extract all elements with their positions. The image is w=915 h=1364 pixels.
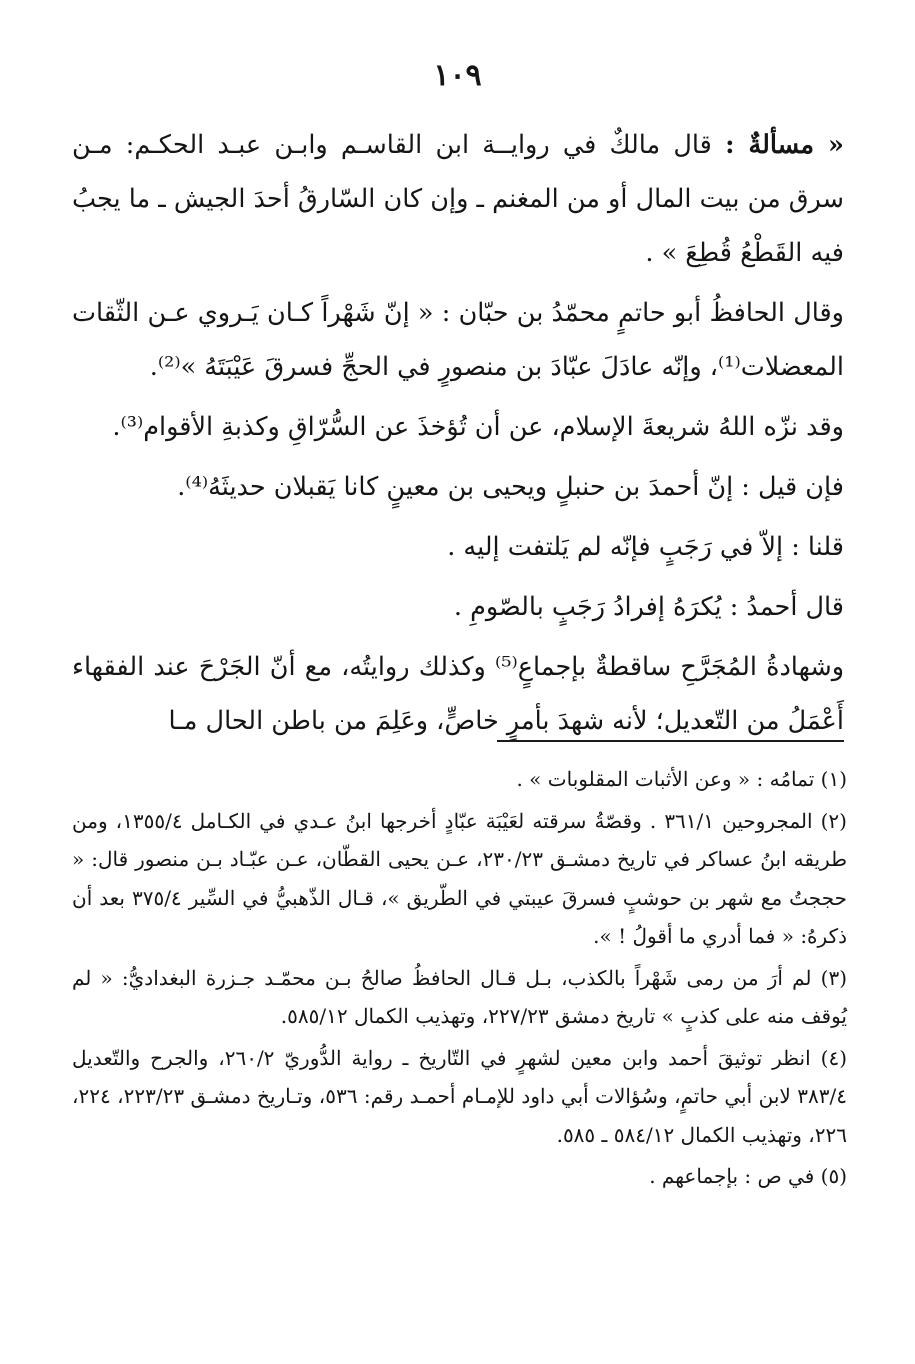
footnote-2: (٢) المجروحين ٣٦١/١ . وقصّةُ سرقته لعَيْبَة عبّادٍ أخرجها ابنُ عـدي في الكـامل ١٣٥٥/٤، ومن طريقه ابنُ عساكر في تاريخ دمشـق ٢٣٠/٢٣، عـن يحيى القطّان، عـن عبّـاد بـن منصور قال: « حججتُ مع شهر بن حوشبٍ فسرقَ عيبتي في الطّريق »، قـال الذّهبيُّ في السِّير ٣٧٥/٤ بعد أن ذكرهُ: « فما أدري ما أقولُ ! ». bbox=[72, 808, 847, 948]
footnotes bbox=[72, 760, 847, 1199]
footnote-1: (١) تمامُه : « وعن الأثبات المقلوبات » . bbox=[516, 767, 847, 791]
paragraph-3: وقد نزّه اللهُ شريعةَ الإسلام، عن أن تُؤخذَ عن السُّرّاقِ وكذبةِ الأقوام⁽³⁾. bbox=[112, 412, 844, 442]
page-number: ١٠٩ bbox=[433, 58, 482, 93]
main-text bbox=[72, 118, 844, 754]
paragraph-1 bbox=[72, 118, 844, 280]
footnote-3: (٣) لم أرَ من رمى شَهْراً بالكذب، بـل قـال الحافظُ صالحُ بـن محمّـد جـزرة البغداديُّ: « لم يُوقف منه على كذبٍ » تاريخ دمشق ٢٢٧/٢٣، وتهذيب الكمال ٥٨٥/١٢. bbox=[72, 965, 847, 1028]
footnote-4: (٤) انظر توثيقَ أحمد وابن معين لشهرٍ في التّاريخ ـ رواية الدُّوريّ ٢٦٠/٢، والجرح والتّعديل ٣٨٣/٤ لابن أبي حاتمٍ، وسُؤالات أبي داود للإمـام أحمـد رقم: ٥٣٦، وتـاريخ دمشـق ٢٢٣/٢٣، ٢٢٤، ٢٢٦، وتهذيب الكمال ٥٨٤/١٢ ـ ٥٨٥. bbox=[72, 1045, 848, 1147]
paragraph-5: قلنا : إلاّ في رَجَبٍ فإنّه لم يَلتفت إليه . bbox=[447, 532, 844, 562]
paragraph-7: وشهادةُ المُجَرَّحِ ساقطةٌ بإجماعٍ⁽⁵⁾ وكذلك روايتُه، مع أنّ الجَرْحَ عند الفقهاء أَعْمَلُ من التّعديل؛ لأنه شهدَ بأمرٍ خاصٍّ، وعَلِمَ من باطن الحال مـا bbox=[72, 652, 845, 736]
footnote-divider bbox=[497, 740, 844, 742]
issue-heading: « مسألةٌ : bbox=[725, 130, 844, 160]
paragraph-1-text: قال مالكٌ في روايــة ابن القاسـم وابـن عبـد الحكـم: مـن سرق من بيت المال أو من المغنم ـ وإن كان السّارقُ أحدَ الجيش ـ ما يجبُ فيه القَطْعُ قُطِعَ » . bbox=[72, 130, 844, 268]
paragraph-4: فإن قيل : إنّ أحمدَ بن حنبلٍ ويحيى بن معينٍ كانا يَقبلان حديثَهُ⁽⁴⁾. bbox=[177, 472, 844, 502]
paragraph-6: قال أحمدُ : يُكرَهُ إفرادُ رَجَبٍ بالصّومِ . bbox=[453, 592, 844, 622]
paragraph-2: وقال الحافظُ أبو حاتمٍ محمّدُ بن حبّان : « إنّ شَهْراً كـان يَـروي عـن الثّقات المعضلات⁽¹⁾، وإنّه عادَلَ عبّادَ بن منصورٍ في الحجِّ فسرقَ عَيْبَتَهُ »⁽²⁾. bbox=[72, 298, 844, 382]
footnote-5: (٥) في ص : بإجماعهم . bbox=[649, 1164, 847, 1188]
